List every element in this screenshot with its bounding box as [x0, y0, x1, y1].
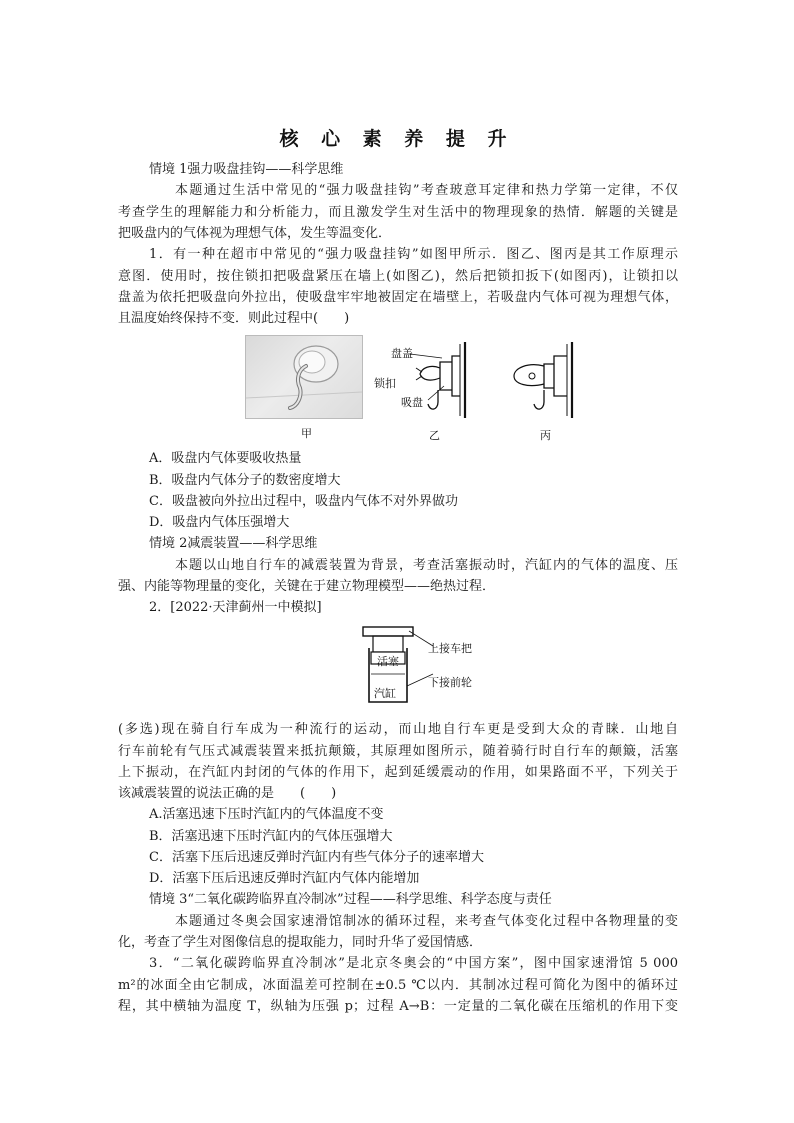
- question2-line: 行车前轮有气压式减震装置来抵抗颠簸，其原理如图所示，随着骑行时自行车的颠簸，活塞: [118, 744, 678, 759]
- suction-hook-photo: [245, 335, 363, 419]
- context2-heading: 情境 2减震装置——科学思维: [149, 536, 318, 551]
- context1-heading: 情境 1强力吸盘挂钩——科学思维: [149, 162, 344, 177]
- context3-intro-line: 化，考查了学生对图像信息的提取能力，同时升华了爱国情感．: [118, 935, 483, 950]
- context1-intro-line: 考查学生的理解能力和分析能力，而且激发学生对生活中的物理现象的热情．解题的关键是: [118, 205, 678, 220]
- label-cylinder: 汽缸: [374, 687, 396, 700]
- label-piston: 活塞: [377, 655, 399, 668]
- question1-line: 意图．使用时，按住锁扣把吸盘紧压在墙上(如图乙)，然后把锁扣扳下(如图丙)，让锁扣以: [118, 269, 678, 284]
- figure-label-jia: 甲: [301, 427, 312, 440]
- question1-line: 1．有一种在超市中常见的“强力吸盘挂钩”如图甲所示．图乙、图丙是其工作原理示: [149, 247, 678, 262]
- context3-intro-line: 本题通过冬奥会国家速滑馆制冰的循环过程，来考查气体变化过程中各物理量的变: [175, 914, 678, 929]
- suction-hook-drawing: [246, 336, 362, 418]
- diagram-bing: [506, 338, 586, 420]
- question3-line: 程，其中横轴为温度 T，纵轴为压强 p；过程 A→B：一定量的二氧化碳在压缩机的作用下变: [118, 999, 678, 1014]
- label-pangai: 盘盖: [391, 347, 413, 360]
- question2-line: 该减震装置的说法正确的是 ( ): [118, 786, 337, 801]
- question2-line: (多选)现在骑自行车成为一种流行的运动，而山地自行车更是受到大众的青睐．山地自: [118, 722, 678, 737]
- label-bottom-wheel: 下接前轮: [428, 676, 472, 689]
- page-title: 核 心 素 养 提 升: [279, 128, 515, 150]
- context1-intro-line: 把吸盘内的气体视为理想气体，发生等温变化．: [118, 226, 392, 241]
- context2-intro-line: 强、内能等物理量的变化，关键在于建立物理模型——绝热过程．: [118, 579, 496, 594]
- label-xipan: 吸盘: [401, 396, 423, 409]
- figure-label-bing: 丙: [540, 429, 551, 442]
- context2-intro-line: 本题以山地自行车的减震装置为背景，考查活塞振动时，汽缸内的气体的温度、压: [175, 558, 678, 573]
- figure-label-yi: 乙: [429, 429, 440, 442]
- question2-source: 2．[2022·天津蓟州一中模拟]: [149, 600, 322, 615]
- question1-option-c: C．吸盘被向外拉出过程中，吸盘内气体不对外界做功: [149, 494, 458, 509]
- question2-option-d: D．活塞下压后迅速反弹时汽缸内气体内能增加: [149, 871, 420, 886]
- question2-option-c: C．活塞下压后迅速反弹时汽缸内有些气体分子的速率增大: [149, 850, 484, 865]
- label-top-handlebar: 上接车把: [428, 642, 472, 655]
- question2-option-a: A.活塞迅速下压时汽缸内的气体温度不变: [149, 807, 384, 822]
- question1-option-b: B．吸盘内气体分子的数密度增大: [149, 473, 341, 488]
- context1-intro-line: 本题通过生活中常见的“强力吸盘挂钩”考查玻意耳定律和热力学第一定律，不仅: [175, 183, 678, 198]
- label-suokou: 锁扣: [374, 377, 396, 390]
- question1-line: 盘盖为依托把吸盘向外拉出，使吸盘牢牢地被固定在墙壁上，若吸盘内气体可视为理想气体，: [118, 290, 678, 305]
- context3-heading: 情境 3“二氧化碳跨临界直冷制冰”过程——科学思维、科学态度与责任: [149, 892, 552, 907]
- question1-option-a: A．吸盘内气体要吸收热量: [149, 451, 302, 466]
- question2-line: 上下振动，在汽缸内封闭的气体的作用下，起到延缓震动的作用，如果路面不平，下列关于: [118, 765, 678, 780]
- question1-option-d: D．吸盘内气体压强增大: [149, 515, 290, 530]
- question2-option-b: B．活塞迅速下压时汽缸内的气体压强增大: [149, 829, 393, 844]
- question1-line: 且温度始终保持不变．则此过程中( ): [118, 311, 350, 326]
- question3-line: 3．“二氧化碳跨临界直冷制冰”是北京冬奥会的“中国方案”，图中国家速滑馆 5 000: [149, 956, 678, 971]
- question3-line: m²的冰面全由它制成，冰面温差可控制在±0.5 ℃以内．其制冰过程可简化为图中的循环过: [118, 978, 678, 993]
